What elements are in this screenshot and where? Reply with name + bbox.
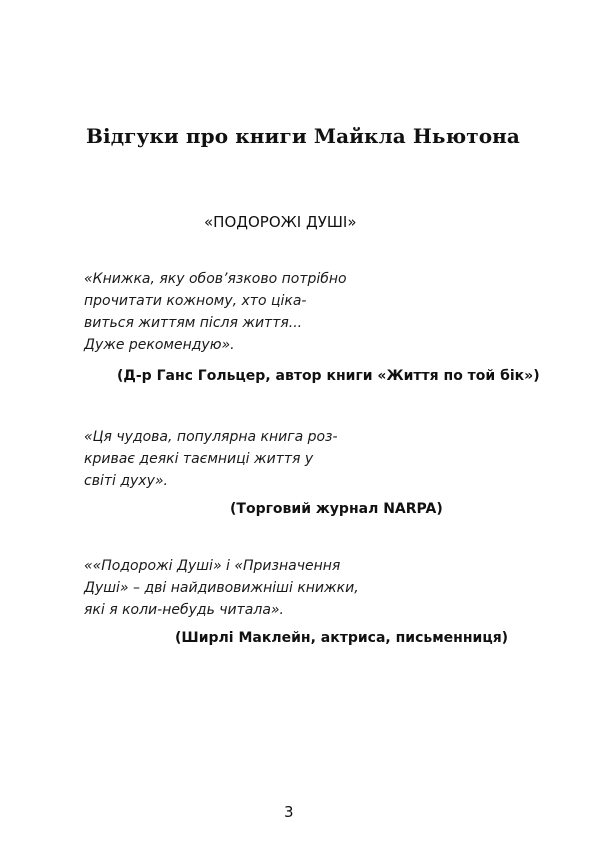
quote-line: «Ця чудова, популярна книга роз- xyxy=(84,429,338,445)
quote-line: світі духу». xyxy=(84,473,168,489)
quote-line: виться життям після життя... xyxy=(84,315,303,331)
review-source-2: (Торговий журнал NARPA) xyxy=(230,501,443,517)
review-quote-2 xyxy=(84,426,338,492)
quote-line: прочитати кожному, хто ціка- xyxy=(84,293,307,309)
review-quote-3 xyxy=(84,555,359,621)
quote-line: криває деякі таємниці життя у xyxy=(84,451,314,467)
review-quote-1 xyxy=(84,268,347,356)
quote-line: ««Подорожі Душі» і «Призначення xyxy=(84,558,341,574)
quote-line: Душі» – дві найдивовижніші книжки, xyxy=(84,580,359,596)
review-source-1: (Д-р Ганс Гольцер, автор книги «Життя по той бік») xyxy=(117,368,540,384)
quote-line: Дуже рекомендую». xyxy=(84,337,235,353)
quote-line: «Книжка, яку обов’язково потрібно xyxy=(84,271,347,287)
review-source-3: (Ширлі Маклейн, актриса, письменниця) xyxy=(175,630,509,646)
quote-line: які я коли-небудь читала». xyxy=(84,602,284,618)
book-title: «ПОДОРОЖІ ДУШІ» xyxy=(204,213,357,231)
page-title: Відгуки про книги Майкла Ньютона xyxy=(86,124,520,148)
page-number: 3 xyxy=(284,803,294,821)
